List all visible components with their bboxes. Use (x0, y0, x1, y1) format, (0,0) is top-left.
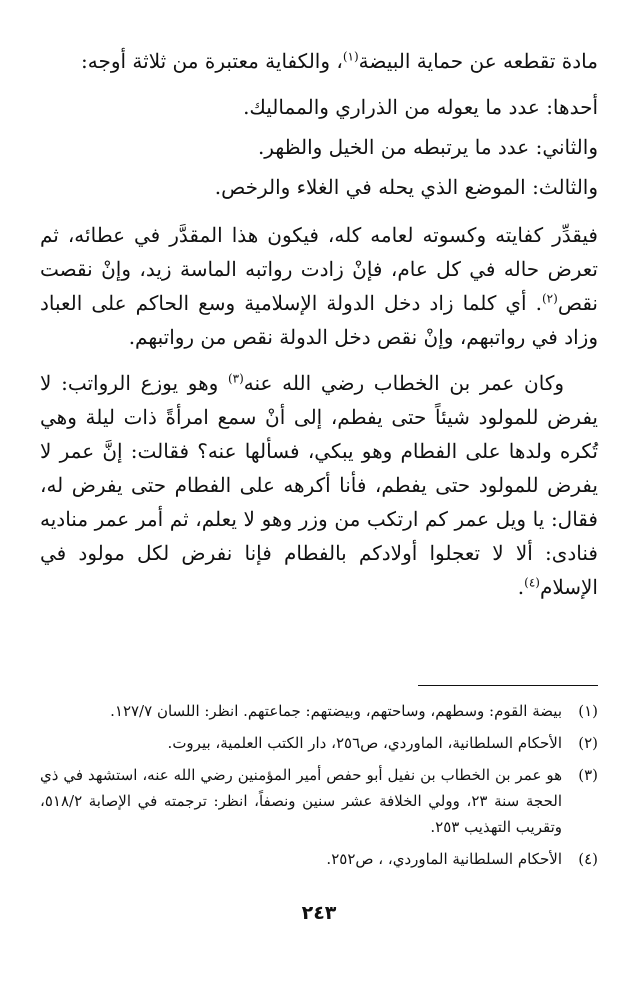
footnote-ref-4: (٤) (524, 575, 540, 590)
page-number: ٢٤٣ (301, 902, 337, 924)
footnote-number: (٣) (578, 766, 598, 784)
footnote-4 (40, 846, 598, 872)
paragraph-text: وكان عمر بن الخطاب رضي الله عنه (243, 371, 564, 395)
paragraph-intro (40, 44, 598, 78)
footnote-3 (40, 762, 598, 840)
footnote-ref-1: (١) (342, 49, 359, 64)
paragraph-text: مادة تقطعه عن حماية البيضة (358, 49, 598, 73)
paragraph-umar (40, 366, 598, 604)
footnote-ref-2: (٢) (541, 291, 558, 306)
paragraph-text-tail: . أي كلما زاد دخل الدولة الإسلامية وسع الحاكم على العباد وزاد في رواتبهم، وإنْ نقص دخل الدولة نقص من رواتبهم. (40, 291, 598, 349)
footnote-ref-3: (٣) (227, 371, 244, 386)
list-item-first (40, 90, 598, 124)
paragraph-text-end: . (517, 575, 525, 599)
list-item-second (40, 130, 598, 164)
page-body (40, 44, 598, 616)
footnote-text: هو عمر بن الخطاب بن نفيل أبو حفص أمير المؤمنين رضي الله عنه، استشهد في ذي الحجة سنة ٢٣، وولي الخلافة عشر سنين ونصفاً، انظر: ترجمته في الإصابة ٥١٨/٢، وتقريب التهذيب ٢٥٣. (40, 766, 562, 836)
footnote-text: الأحكام السلطانية، الماوردي، ص٢٥٦، دار الكتب العلمية، بيروت. (167, 734, 562, 752)
paragraph-text: فيقدِّر كفايته وكسوته لعامه كله، فيكون هذا المقدَّر في عطائه، ثم تعرض حاله في كل عام، فإنْ زادت رواتبه الماسة زيد، وإنْ نقصت نقص (40, 223, 598, 315)
list-item-text: أحدها: عدد ما يعوله من الذراري والمماليك. (243, 95, 598, 119)
footnote-number: (١) (578, 702, 598, 720)
footnote-1 (40, 698, 598, 724)
footnote-text: الأحكام السلطانية الماوردي، ، ص٢٥٢. (326, 850, 562, 868)
list-item-text: والثاني: عدد ما يرتبطه من الخيل والظهر. (257, 135, 598, 159)
footnote-number: (٤) (578, 850, 598, 868)
footnote-separator (418, 685, 598, 686)
list-item-third (40, 170, 598, 204)
paragraph-text-tail: ، والكفاية معتبرة من ثلاثة أوجه: (81, 49, 343, 73)
paragraph-text-tail: وهو يوزع الرواتب: لا يفرض للمولود شيئاً حتى يفطم، إلى أنْ سمع امرأةً ذات ليلة وهي تُكره ولدها على الفطام وهو يبكي، فسألها عنه؟ فقالت: إنَّ عمر لا يفرض للمولود حتى يفطم، فأنا أكرهه على الفطام حتى يفرض له، فقال: يا ويل عمر كم ارتكب من وزر وهو لا يعلم، ثم أمر عمر مناديه فنادى: ألا لا تعجلوا أولادكم بالفطام فإنا نفرض لكل مولود في الإسلام (40, 371, 598, 599)
paragraph-salary (40, 218, 598, 354)
footnotes (40, 698, 598, 878)
main-text (40, 44, 598, 604)
footnote-number: (٢) (578, 734, 598, 752)
list-item-text: والثالث: الموضع الذي يحله في الغلاء والرخص. (214, 175, 598, 199)
footnote-2 (40, 730, 598, 756)
footnote-text: بيضة القوم: وسطهم، وساحتهم، وبيضتهم: جماعتهم. انظر: اللسان ١٢٧/٧. (110, 702, 562, 720)
